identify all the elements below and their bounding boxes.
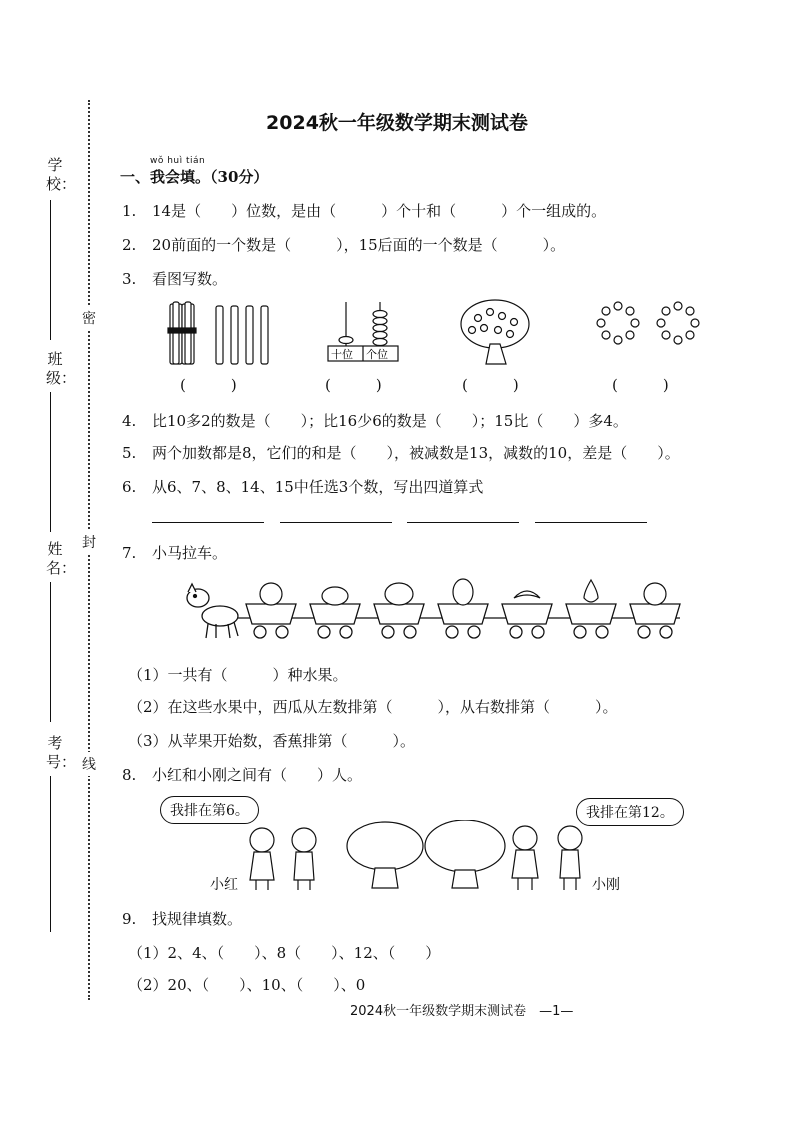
name-label: 姓名： [46,540,77,577]
question-8 [122,764,362,785]
peach-icon [322,587,348,605]
question-3 [122,268,227,289]
equation-answer-line[interactable] [152,522,264,523]
equation-answer-line[interactable] [535,522,647,523]
q3-answer-blank[interactable]: ( ) [325,376,382,394]
name-write-line [50,582,51,722]
pear-icon [584,580,598,602]
single-sticks-icon [216,306,268,364]
question-number: 9. [122,910,137,928]
question-1 [122,200,606,221]
question-text: 找规律填数。 [152,910,243,928]
question-number: 8. [122,766,137,784]
speech-bubble-right: 我排在第12。 [576,798,684,826]
school-label: 学校： [46,156,77,193]
seal-char-feng: 封 [82,530,96,554]
tree-icon [425,820,505,888]
stick-bundle-icon [168,302,196,364]
question-number: 2. [122,236,137,254]
label-xiaohong: 小红 [210,877,238,893]
equation-answer-line[interactable] [407,522,519,523]
question-9 [122,908,242,929]
class-label: 班级： [46,350,77,387]
section-pinyin: wǒ huì tián [150,156,206,166]
watermelon-icon [385,583,413,605]
page-title: 2024秋一年级数学期末测试卷 [266,112,528,134]
bead-ring-icon [657,302,699,344]
exam-number-label: 考号： [46,734,77,771]
section-heading: 一、我会填。（30分） [120,168,269,186]
page-footer: 2024秋一年级数学期末测试卷 —1— [350,1004,574,1019]
child-icon [292,828,316,890]
question-text: 比10多2的数是（ ）；比16少6的数是（ ）；15比（ ）多4。 [152,412,628,430]
question-6 [122,476,483,497]
pineapple-icon [453,579,473,605]
question-number: 3. [122,270,137,288]
queue-picture [200,820,600,896]
speech-bubble-left: 我排在第6。 [160,796,259,824]
question-5 [122,442,680,463]
question-2 [122,234,565,255]
horse-cart-picture [180,574,700,646]
question-number: 5. [122,444,137,462]
girl-xiaohong-icon [250,828,274,890]
abacus-tens-label: 十位 [331,348,353,361]
exam-number-write-line [50,776,51,932]
tree-icon [347,822,423,888]
class-write-line [50,392,51,532]
question-number: 7. [122,544,137,562]
question-text: 两个加数都是8，它们的和是（ ），被减数是13，减数的10，差是（ ）。 [152,444,680,462]
question-9-sub-2: （2）20、（ ）、10、（ ）、0 [128,976,366,994]
bead-ring-icon [597,302,639,344]
question-9-sub-1: （1）2、4、（ ）、8（ ）、12、（ ） [128,944,441,962]
question-7-sub-2: （2）在这些水果中，西瓜从左数排第（ ），从右数排第（ ）。 [128,698,618,716]
orange-icon [644,583,666,605]
abacus-ones-label: 个位 [366,348,388,361]
question-number: 1. [122,202,137,220]
question-text: 看图写数。 [152,270,228,288]
question-text: 从6、7、8、14、15中任选3个数，写出四道算式 [152,478,484,496]
seal-char-mi: 密 [82,306,96,330]
question-text: 小马拉车。 [152,544,228,562]
q3-pictures [150,296,710,374]
question-7 [122,542,227,563]
question-number: 6. [122,478,137,496]
question-7-sub-1: （1）一共有（ ）种水果。 [128,666,348,684]
question-text: 14是（ ）位数，是由（ ）个十和（ ）个一组成的。 [152,202,607,220]
boy-xiaogang-icon [558,826,582,890]
banana-icon [514,591,540,598]
label-xiaogang: 小刚 [592,877,620,893]
question-7-sub-3: （3）从苹果开始数，香蕉排第（ ）。 [128,732,416,750]
question-text: 小红和小刚之间有（ ）人。 [152,766,363,784]
horse-icon [187,584,238,638]
cart-icon [246,604,680,638]
question-number: 4. [122,412,137,430]
apple-icon [260,583,282,605]
q3-answer-blank[interactable]: ( ) [180,376,237,394]
q3-answer-blank[interactable]: ( ) [612,376,669,394]
question-text: 20前面的一个数是（ ），15后面的一个数是（ ）。 [152,236,566,254]
equation-answer-line[interactable] [280,522,392,523]
school-write-line [50,200,51,340]
seal-char-xian: 线 [82,752,96,776]
q3-answer-blank[interactable]: ( ) [462,376,519,394]
girl-icon [512,826,538,890]
question-4 [122,410,628,431]
apple-tree-icon [461,300,529,364]
